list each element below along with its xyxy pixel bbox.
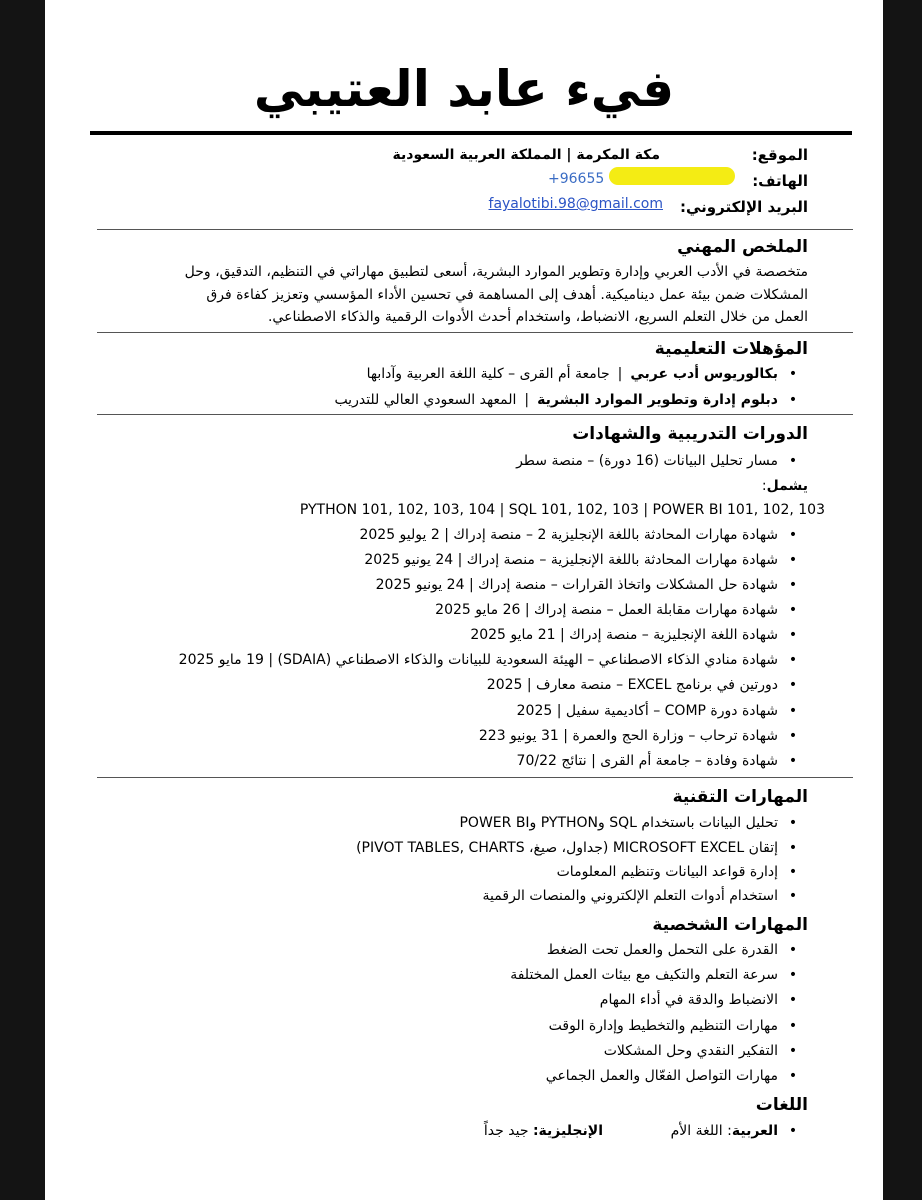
tech-skill-item: • إتقان MICROSOFT EXCEL (جداول، صيغ، PIVOT TABLES, CHARTS) xyxy=(356,840,808,856)
degree-name: بكالوريوس أدب عربي xyxy=(630,366,778,382)
separator: | xyxy=(617,366,623,382)
section-divider xyxy=(97,777,853,778)
certificate-item: • شهادة ترحاب – وزارة الحج والعمرة | 31 يونيو 223 xyxy=(479,728,808,744)
separator: | xyxy=(524,392,530,408)
education-heading: المؤهلات التعليمية xyxy=(654,339,808,359)
soft-skill-item: • مهارات التنظيم والتخطيط وإدارة الوقت xyxy=(549,1018,808,1034)
degree-name: دبلوم إدارة وتطوير الموارد البشرية xyxy=(537,392,778,408)
language-name: العربية xyxy=(731,1123,778,1139)
summary-heading: الملخص المهني xyxy=(677,237,808,257)
includes-label: يشمل: xyxy=(761,478,808,494)
certificate-item: • شهادة منادي الذكاء الاصطناعي – الهيئة السعودية للبيانات والذكاء الاصطناعي (SDAIA) | 19 مايو 2025 xyxy=(179,652,808,668)
courses-heading: الدورات التدريبية والشهادات xyxy=(572,424,808,444)
location-value: مكة المكرمة | المملكة العربية السعودية xyxy=(392,147,660,163)
phone-redaction-highlight xyxy=(609,167,735,185)
language-arabic xyxy=(671,1123,808,1139)
tech-courses-line: PYTHON 101, 102, 103, 104 | SQL 101, 102, 103 | POWER BI 101, 102, 103 xyxy=(299,502,825,518)
certificate-item: • شهادة مهارات المحادثة باللغة الإنجليزية 2 – منصة إدراك | 2 يوليو 2025 xyxy=(359,527,808,543)
soft-skill-item: • مهارات التواصل الفعّال والعمل الجماعي xyxy=(546,1068,808,1084)
summary-line-1: متخصصة في الأدب العربي وإدارة وتطوير الموارد البشرية، أسعى لتطبيق مهاراتي في التنظيم، التدقيق، وحل xyxy=(184,264,808,280)
institution: جامعة أم القرى – كلية اللغة العربية وآدابها xyxy=(366,366,610,382)
tech-skill-item: • تحليل البيانات باستخدام SQL وPYTHON وPOWER BI xyxy=(459,815,808,831)
language-name: الإنجليزية: xyxy=(532,1123,603,1139)
certificate-item: • شهادة اللغة الإنجليزية – منصة إدراك | 21 مايو 2025 xyxy=(470,627,808,643)
language-english xyxy=(484,1123,603,1139)
phone-value: +96655 xyxy=(548,171,605,187)
soft-skill-item: • سرعة التعلم والتكيف مع بيئات العمل المختلفة xyxy=(510,967,808,983)
institution: المعهد السعودي العالي للتدريب xyxy=(334,392,517,408)
language-level: : اللغة الأم xyxy=(670,1123,732,1139)
certificate-item: • دورتين في برنامج EXCEL – منصة معارف | 2025 xyxy=(487,677,808,693)
course-track: • مسار تحليل البيانات (16 دورة) – منصة سطر xyxy=(516,453,808,469)
resume-name: فيء عابد العتيبي xyxy=(253,60,675,118)
soft-skill-item: • التفكير النقدي وحل المشكلات xyxy=(604,1043,808,1059)
tech-skill-item: • إدارة قواعد البيانات وتنظيم المعلومات xyxy=(557,864,808,880)
summary-line-2: المشكلات ضمن بيئة عمل ديناميكية. أهدف إلى المساهمة في تحسين الأداء المؤسسي وتعزيز كفاءة فرق xyxy=(206,287,808,303)
soft-skill-item: • القدرة على التحمل والعمل تحت الضغط xyxy=(547,942,808,958)
education-item xyxy=(367,366,808,382)
certificate-item: • شهادة مهارات مقابلة العمل – منصة إدراك | 26 مايو 2025 xyxy=(435,602,808,618)
certificate-item: • شهادة دورة COMP – أكاديمية سفيل | 2025 xyxy=(517,703,808,719)
languages-heading: اللغات xyxy=(755,1095,808,1115)
section-divider xyxy=(97,332,853,333)
certificate-item: • شهادة حل المشكلات واتخاذ القرارات – منصة إدراك | 24 يونيو 2025 xyxy=(376,577,808,593)
tech-skill-item: • استخدام أدوات التعلم الإلكتروني والمنصات الرقمية xyxy=(483,888,808,904)
resume-page xyxy=(45,0,883,1200)
language-level: جيد جداً xyxy=(483,1123,533,1139)
soft-skill-item: • الانضباط والدقة في أداء المهام xyxy=(600,992,808,1008)
certificate-item: • شهادة مهارات المحادثة باللغة الإنجليزية – منصة إدراك | 24 يونيو 2025 xyxy=(364,552,808,568)
section-divider xyxy=(97,229,853,230)
tech-skills-heading: المهارات التقنية xyxy=(672,787,808,807)
email-label: البريد الإلكتروني: xyxy=(680,198,808,216)
email-link[interactable]: fayalotibi.98@gmail.com xyxy=(488,196,663,212)
soft-skills-heading: المهارات الشخصية xyxy=(652,915,808,935)
summary-line-3: العمل من خلال التعلم السريع، الانضباط، واستخدام أحدث الأدوات الرقمية والذكاء الاصطناعي. xyxy=(267,309,808,325)
phone-label: الهاتف: xyxy=(752,172,808,190)
title-divider xyxy=(90,131,852,135)
certificate-item: • شهادة وفادة – جامعة أم القرى | نتائج 70/22 xyxy=(517,753,808,769)
location-label: الموقع: xyxy=(751,146,808,164)
section-divider xyxy=(97,414,853,415)
education-item xyxy=(334,392,808,408)
